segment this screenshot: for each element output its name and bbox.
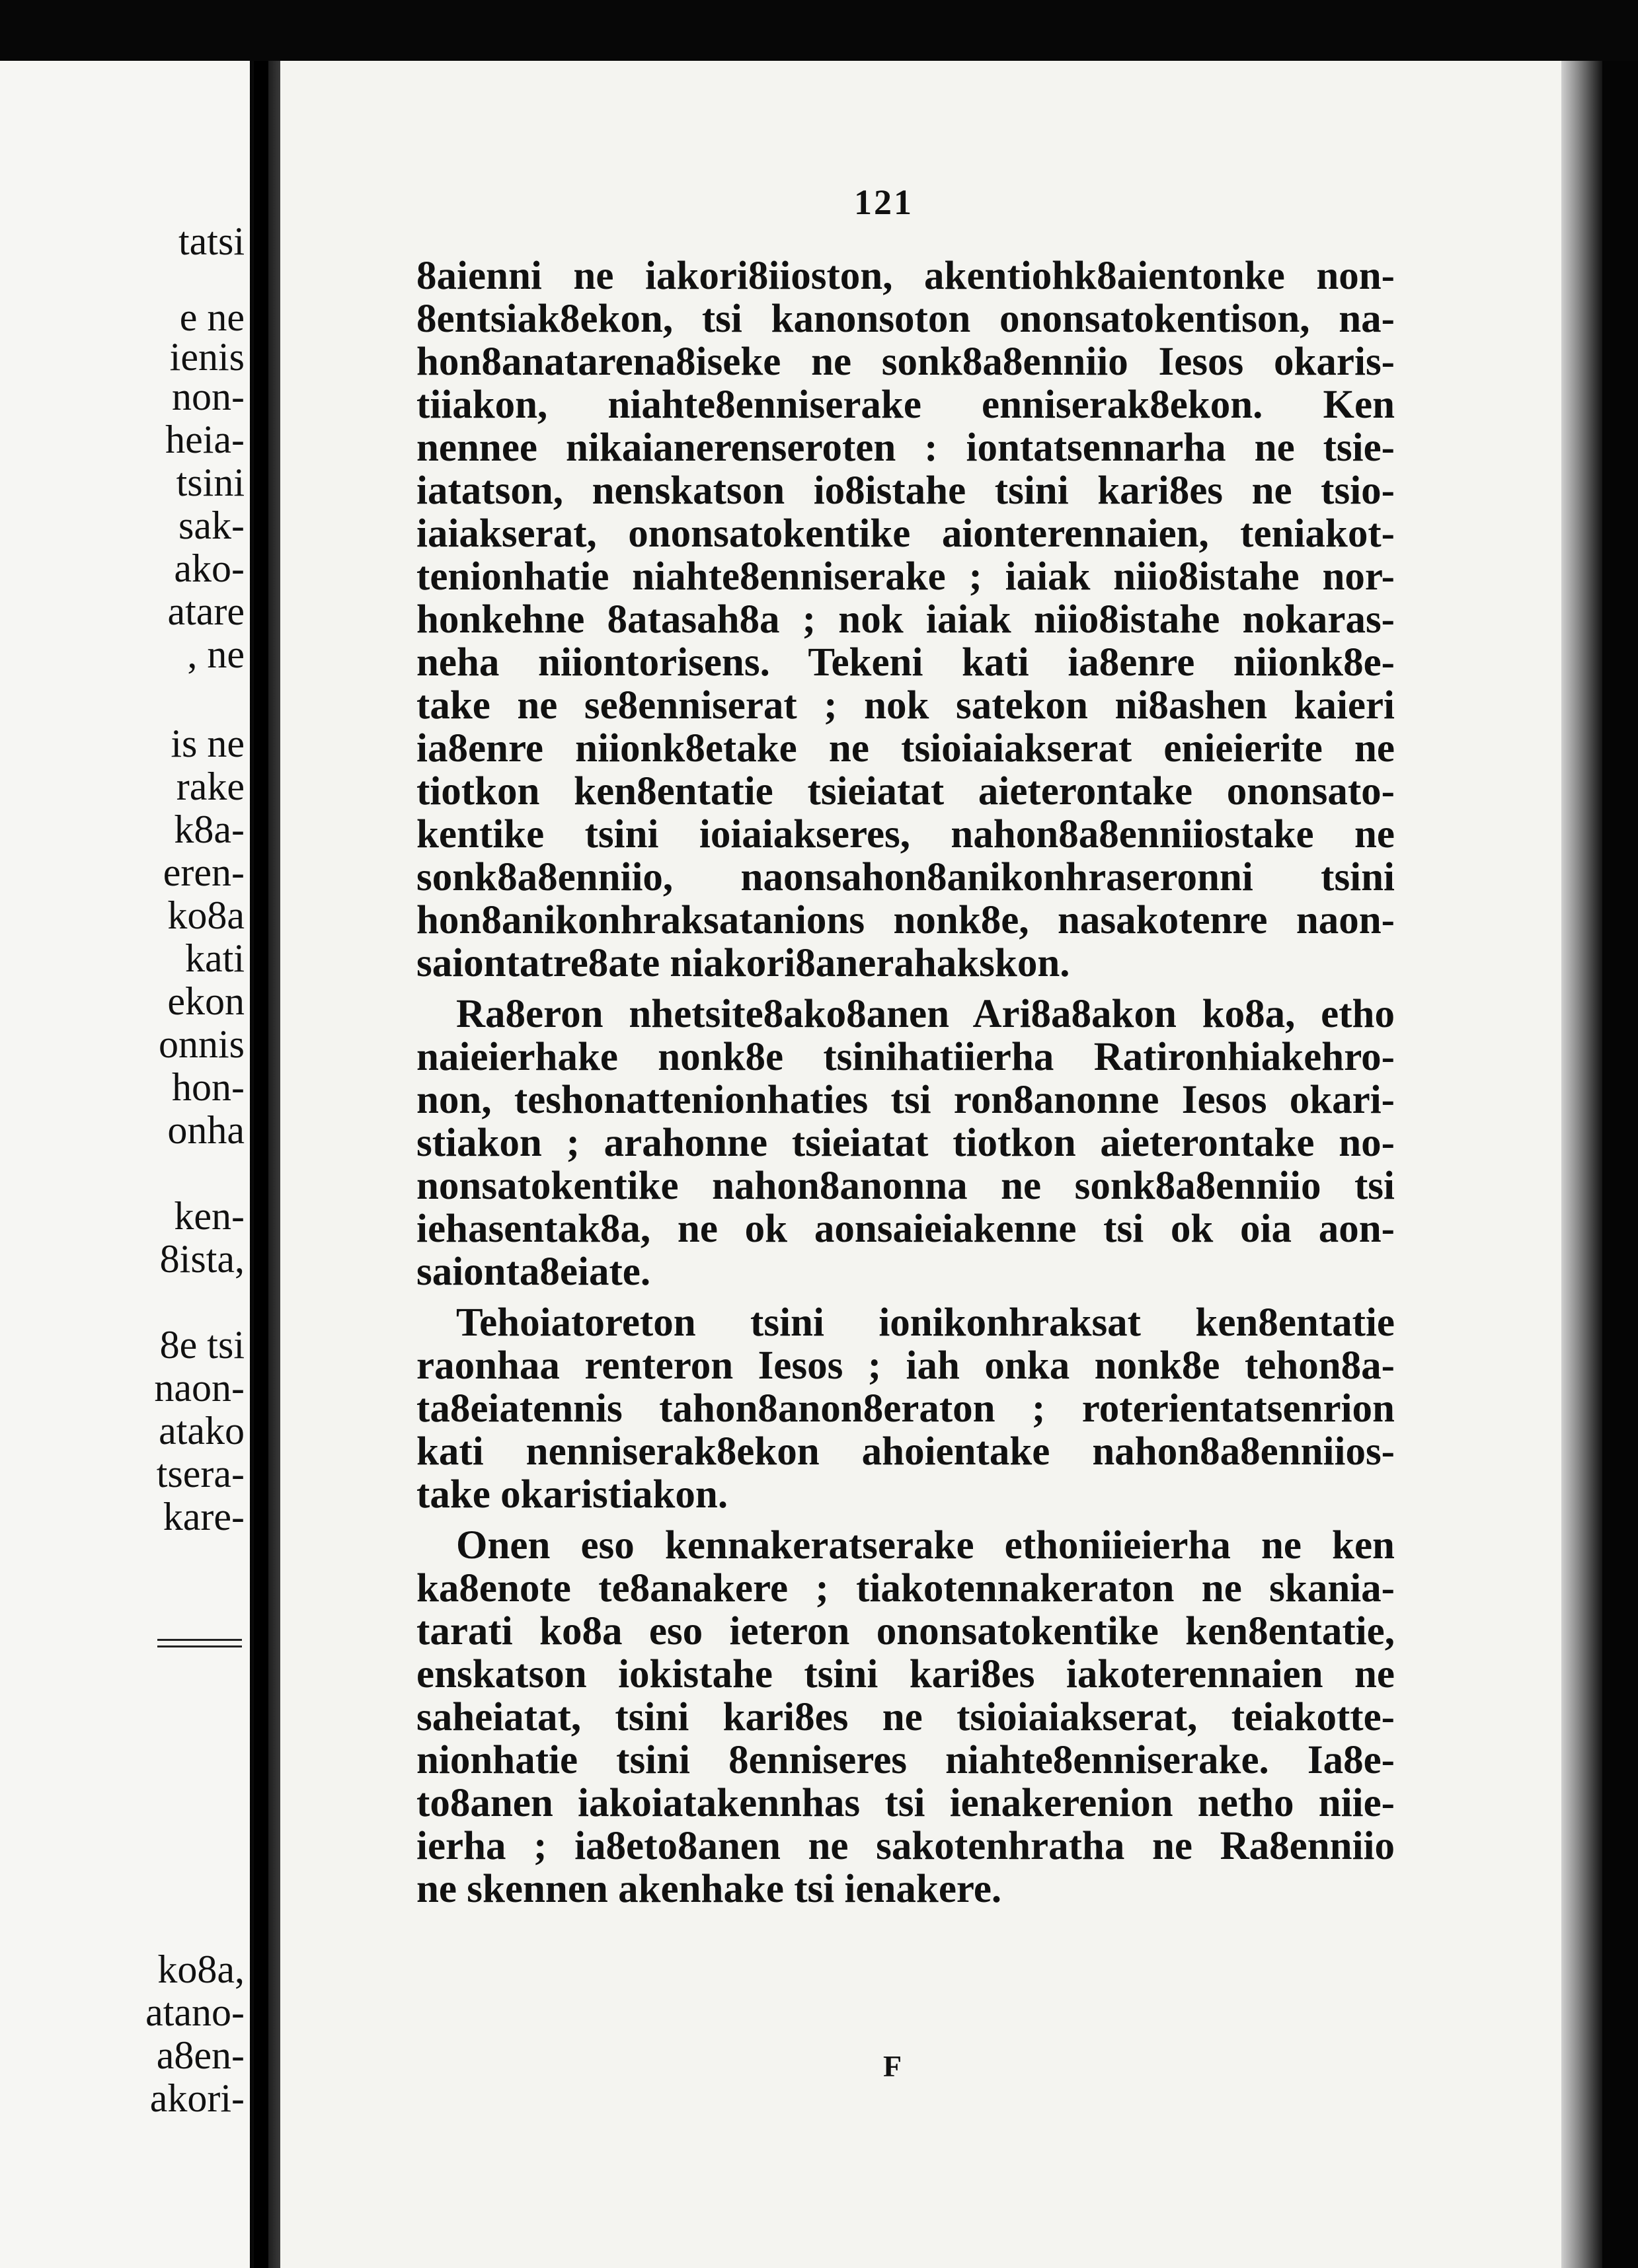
page-edge-shadow [1561, 61, 1602, 2268]
left-page-line: akori- [149, 2076, 245, 2120]
text-line: kati nenniserak8ekon ahoientake nahon8a8enniios- [416, 1429, 1395, 1474]
left-page-line: eren- [163, 850, 245, 894]
scan-top-border [0, 0, 1638, 61]
text-line: to8anen iakoiatakennhas tsi ienakerenion netho niie- [416, 1781, 1395, 1825]
left-page-line: tsini [176, 461, 245, 504]
text-line: non, teshonattenionhaties tsi ron8anonne Iesos okari- [416, 1078, 1395, 1122]
text-line: naieierhake nonk8e tsinihatiierha Ratironhiakehro- [416, 1035, 1395, 1079]
left-page-line: onha [167, 1108, 245, 1152]
text-line: ia8enre niionk8etake ne tsioiaiakserat enieierite ne [416, 726, 1395, 771]
text-line: neha niiontorisens. Tekeni kati ia8enre niionk8e- [416, 640, 1395, 685]
text-line: honkehne 8atasah8a ; nok iaiak niio8istahe nokaras- [416, 597, 1395, 642]
body-text [416, 254, 1395, 1918]
text-line: kentike tsini ioiaiakseres, nahon8a8enniiostake ne [416, 812, 1395, 856]
paragraph [416, 254, 1395, 985]
text-line: tiiakon, niahte8enniserake enniserak8ekon. Ken [416, 383, 1395, 427]
scan-right-border [1602, 61, 1638, 2268]
text-line: take ne se8enniserat ; nok satekon ni8ashen kaieri [416, 683, 1395, 728]
text-line: take okaristiakon. [416, 1472, 728, 1517]
text-line: saiontatre8ate niakori8anerahakskon. [416, 941, 1070, 985]
left-page-line: ko8a, [157, 1947, 245, 1991]
left-page-line: a8en- [156, 2033, 245, 2077]
left-page-line: ienis [169, 335, 245, 379]
text-line: enskatson iokistahe tsini kari8es iakoterennaien ne [416, 1652, 1395, 1696]
text-line: ka8enote te8anakere ; tiakotennakeraton ne skania- [416, 1566, 1395, 1610]
left-page-line: hon- [172, 1065, 245, 1109]
text-line: ne skennen akenhake tsi ienakere. [416, 1867, 1002, 1911]
text-line: iatatson, nenskatson io8istahe tsini kari8es ne tsio- [416, 469, 1395, 513]
book-spine [254, 61, 268, 2268]
paragraph [416, 993, 1395, 1293]
left-page-line: kati [185, 936, 245, 980]
text-line: tiotkon ken8entatie tsieiatat aieterontake ononsato- [416, 769, 1395, 813]
text-line: hon8anikonhraksatanions nonk8e, nasakotenre naon- [416, 898, 1395, 942]
left-page-line: ekon [167, 979, 245, 1023]
text-line: tenionhatie niahte8enniserake ; iaiak niio8istahe nor- [416, 554, 1395, 599]
left-page-line: atako [159, 1409, 245, 1453]
left-page-line: , ne [187, 632, 245, 676]
text-line: ta8eiatennis tahon8anon8eraton ; roterientatsenrion [416, 1386, 1395, 1431]
left-page-line: ako- [174, 547, 245, 590]
paragraph [416, 1301, 1395, 1516]
left-page-line: atano- [145, 1990, 245, 2034]
left-page-line: ken- [174, 1194, 245, 1238]
left-page-line: kare- [163, 1495, 245, 1538]
left-page-line: non- [172, 375, 245, 418]
text-line: hon8anatarena8iseke ne sonk8a8enniio Iesos okaris- [416, 340, 1395, 384]
left-page-fragment [0, 61, 250, 2268]
text-line: nonsatokentike nahon8anonna ne sonk8a8enniio tsi [416, 1164, 1395, 1208]
left-page-line: tatsi [178, 219, 245, 263]
text-line: ierha ; ia8eto8anen ne sakotenhratha ne Ra8enniio [416, 1824, 1395, 1868]
left-page-line: 8ista, [159, 1237, 245, 1281]
left-page-rule [157, 1645, 242, 1647]
signature-mark: F [883, 2049, 902, 2083]
text-line: tarati ko8a eso ieteron ononsatokentike ken8entatie, [416, 1609, 1395, 1653]
text-line: Tehoiatoreton tsini ionikonhraksat ken8entatie [456, 1301, 1395, 1345]
page-number: 121 [854, 182, 914, 222]
left-page-line: heia- [165, 418, 245, 461]
text-line: raonhaa renteron Iesos ; iah onka nonk8e tehon8a- [416, 1343, 1395, 1388]
text-line: nennee nikaianerenseroten : iontatsennarha ne tsie- [416, 426, 1395, 470]
left-page-rule [157, 1639, 242, 1641]
text-line: sonk8a8enniio, naonsahon8anikonhraseronni tsini [416, 855, 1395, 899]
left-page-line: sak- [178, 504, 245, 547]
text-line: iaiakserat, ononsatokentike aionterennaien, teniakot- [416, 511, 1395, 556]
left-page-line: e ne [179, 295, 245, 339]
text-line: 8entsiak8ekon, tsi kanonsoton ononsatokentison, na- [416, 297, 1395, 341]
text-line: Ra8eron nhetsite8ako8anen Ari8a8akon ko8a, etho [456, 992, 1395, 1036]
text-line: saionta8eiate. [416, 1250, 651, 1294]
left-page-line: is ne [171, 722, 245, 765]
left-page-line: ko8a [167, 893, 245, 937]
left-page-line: naon- [154, 1366, 245, 1410]
text-line: nionhatie tsini 8enniseres niahte8enniserake. Ia8e- [416, 1738, 1395, 1782]
text-line: saheiatat, tsini kari8es ne tsioiaiakserat, teiakotte- [416, 1695, 1395, 1739]
left-page-line: atare [167, 589, 245, 633]
text-line: iehasentak8a, ne ok aonsaieiakenne tsi ok oia aon- [416, 1207, 1395, 1251]
text-line: Onen eso kennakeratserake ethoniieierha ne ken [456, 1523, 1395, 1568]
left-page-line: onnis [158, 1022, 245, 1066]
left-page-line: 8e tsi [159, 1323, 245, 1367]
left-page-line: tsera- [156, 1452, 245, 1495]
text-line: stiakon ; arahonne tsieiatat tiotkon aieterontake no- [416, 1121, 1395, 1165]
text-line: 8aienni ne iakori8iioston, akentiohk8aientonke non- [416, 254, 1395, 298]
paragraph [416, 1524, 1395, 1910]
left-page-line: rake [176, 765, 245, 808]
left-page-line: k8a- [174, 808, 245, 851]
